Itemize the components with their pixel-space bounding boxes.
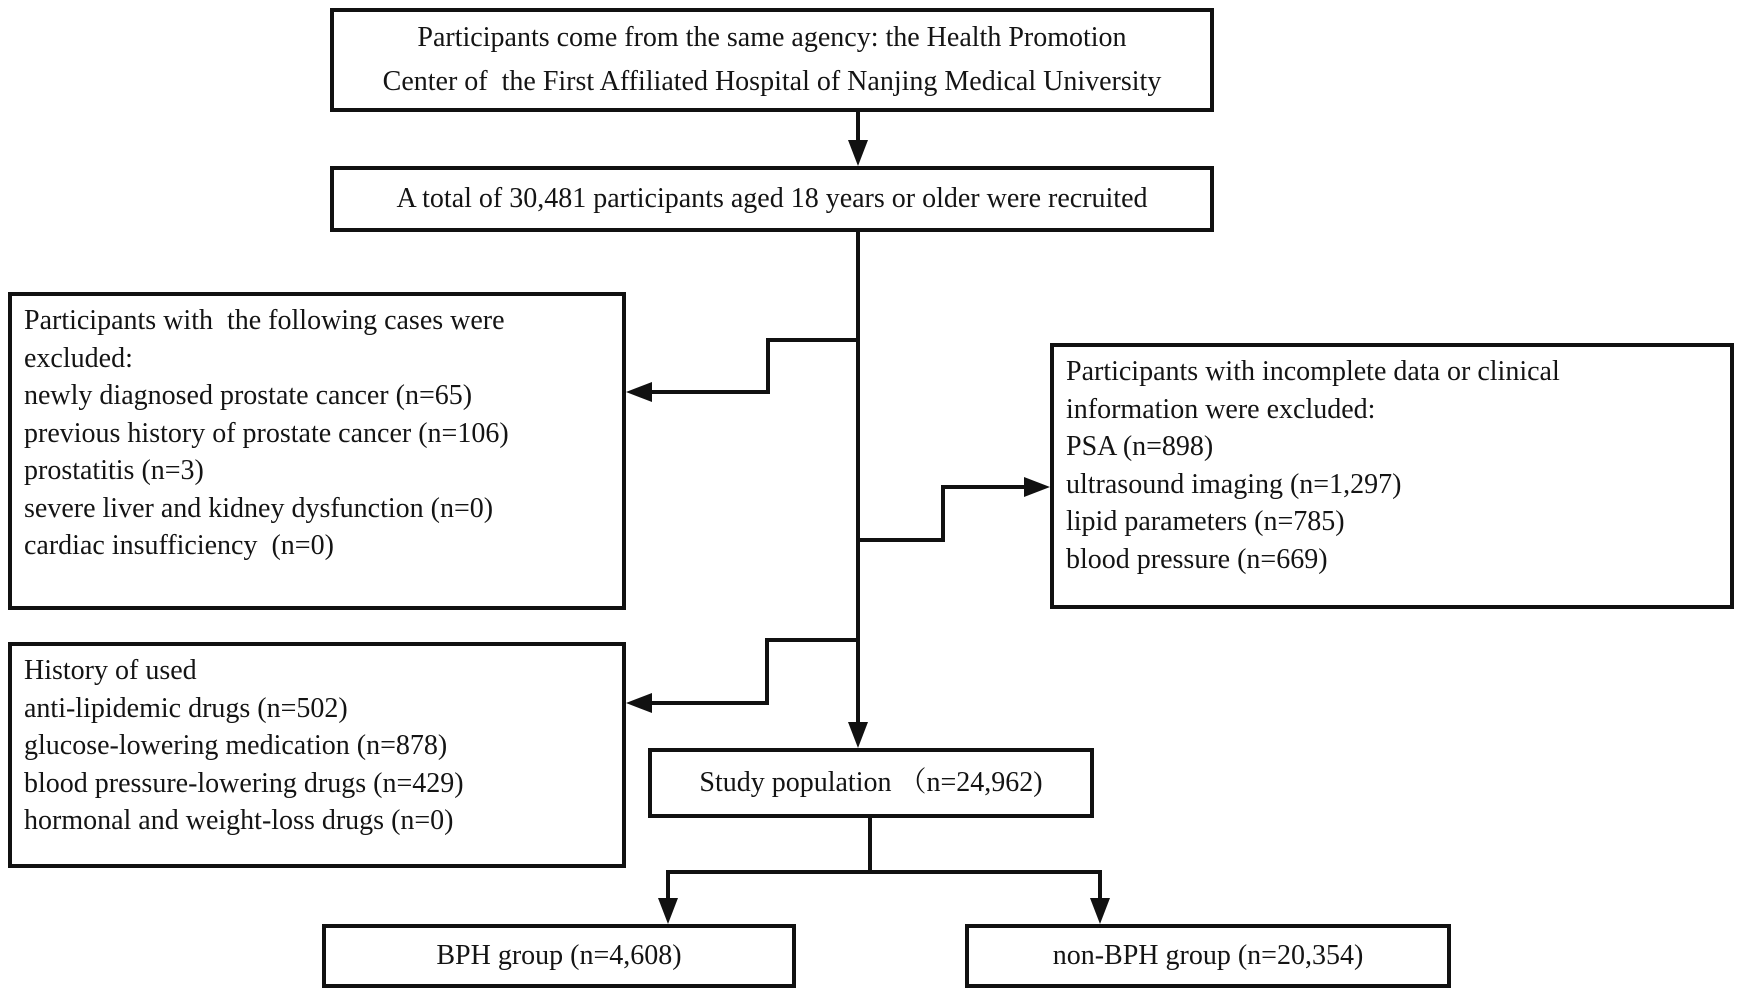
excluded-cases-line-6: severe liver and kidney dysfunction (n=0) (24, 492, 494, 524)
history-drugs-line-4: blood pressure-lowering drugs (n=429) (24, 767, 464, 799)
history-drugs-line-3: glucose-lowering medication (n=878) (24, 730, 448, 761)
incomplete-data-line-3: PSA (n=898) (1066, 431, 1214, 462)
non-bph-group-box (965, 924, 1451, 988)
excluded-cases-line-5: prostatitis (n=3) (24, 455, 204, 486)
study-population-box (648, 748, 1094, 818)
history-drugs-line-5: hormonal and weight-loss drugs (n=0) (24, 805, 454, 836)
history-drugs-box (8, 642, 626, 868)
non-bph-group-label: non-BPH group (n=20,354) (1052, 940, 1364, 972)
recruited-box (330, 166, 1214, 232)
excluded-cases-line-2: excluded: (24, 342, 133, 374)
bph-group-box (322, 924, 796, 988)
bph-group-label: BPH group (n=4,608) (436, 940, 682, 972)
excluded-cases-box (8, 292, 626, 610)
recruited-label: A total of 30,481 participants aged 18 years or older were recruited (396, 183, 1148, 215)
incomplete-data-line-6: blood pressure (n=669) (1066, 543, 1328, 575)
incomplete-data-box (1050, 343, 1734, 609)
incomplete-data-line-5: lipid parameters (n=785) (1066, 506, 1345, 537)
arrow-to-history-drugs (648, 640, 858, 703)
arrow-to-incomplete-data (858, 487, 1028, 540)
history-drugs-line-2: anti-lipidemic drugs (n=502) (24, 692, 348, 724)
agency-line-2: Center of the First Affiliated Hospital of Nanjing Medical University (382, 66, 1162, 97)
incomplete-data-line-2: information were excluded: (1066, 393, 1376, 425)
agency-box (330, 8, 1214, 112)
agency-line-1: Participants come from the same agency: the Health Promotion (417, 22, 1127, 53)
incomplete-data-line-4: ultrasound imaging (n=1,297) (1066, 468, 1402, 500)
study-population-label: Study population （n=24,962) (699, 767, 1043, 799)
excluded-cases-line-3: newly diagnosed prostate cancer (n=65) (24, 380, 473, 411)
arrow-to-excluded-cases (648, 340, 858, 392)
incomplete-data-line-1: Participants with incomplete data or clinical (1066, 356, 1560, 387)
history-drugs-line-1: History of used (24, 655, 197, 686)
excluded-cases-line-7: cardiac insufficiency (n=0) (24, 530, 334, 561)
excluded-cases-line-1: Participants with the following cases were (24, 305, 505, 336)
excluded-cases-line-4: previous history of prostate cancer (n=106) (24, 417, 509, 449)
